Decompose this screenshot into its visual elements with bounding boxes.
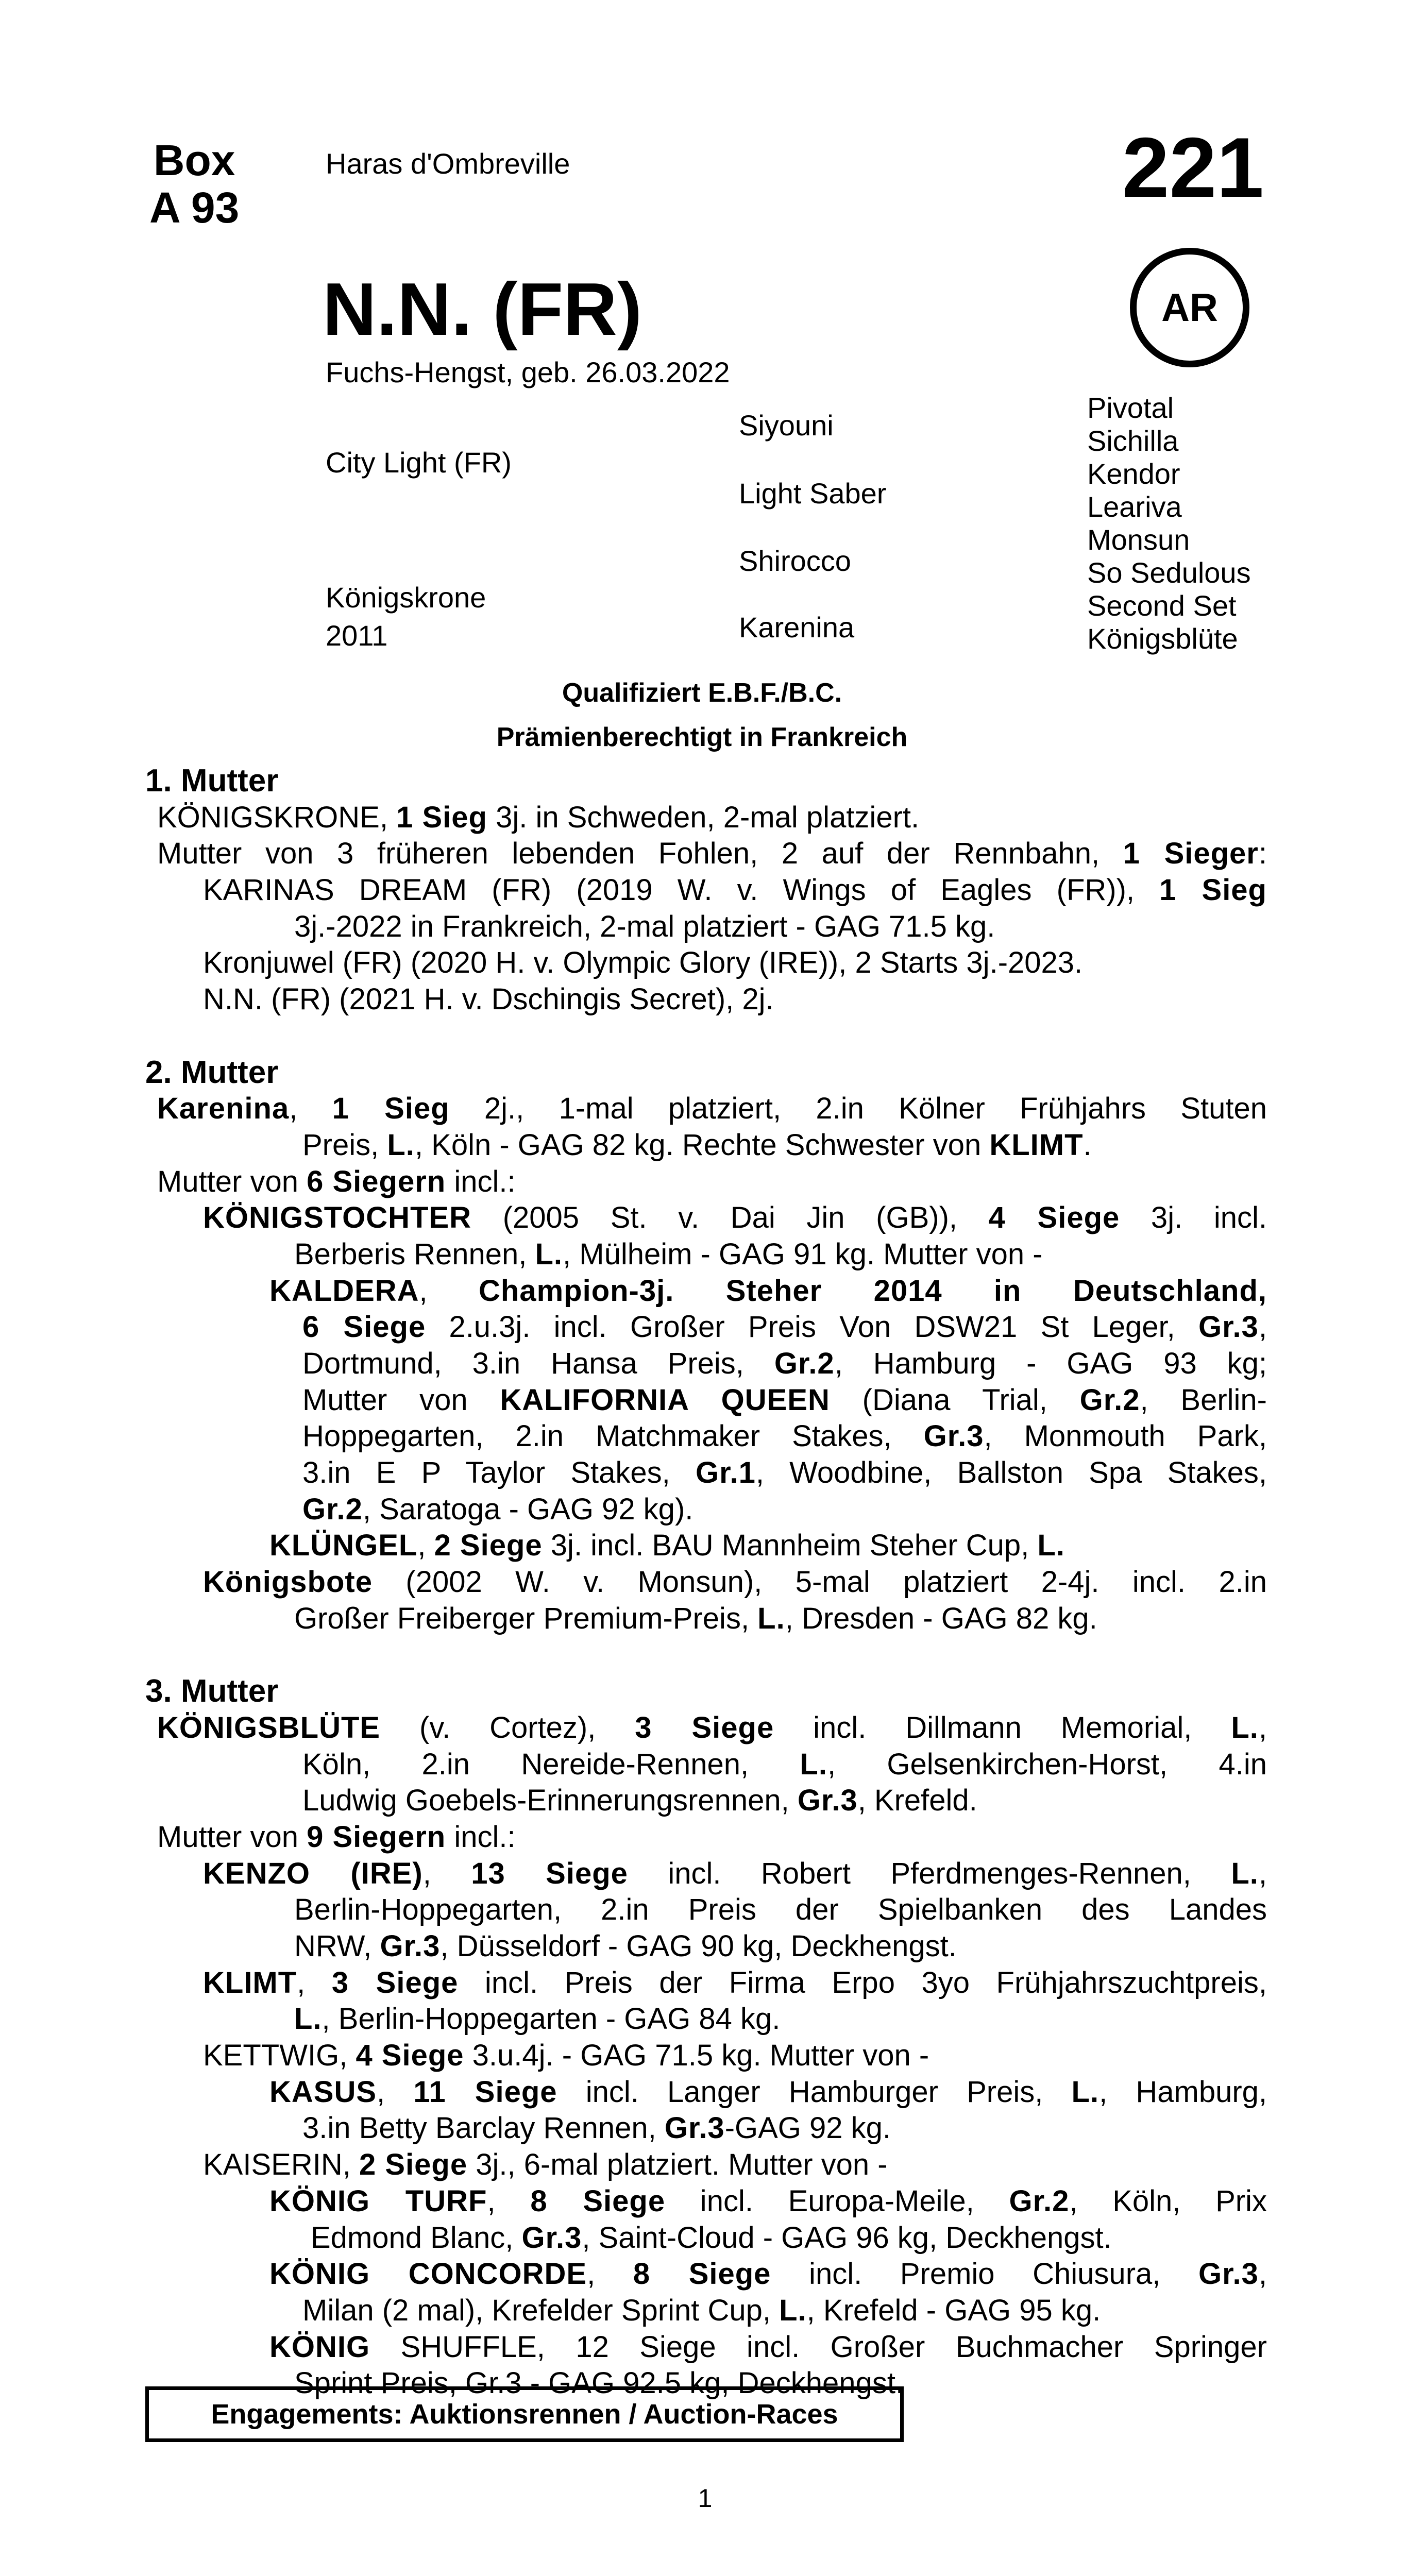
- text: Milan (2 mal), Krefelder Sprint Cup,: [302, 2293, 780, 2327]
- text: incl. Robert Pferdmenges-Rennen,: [628, 1856, 1231, 1890]
- bold-text: Karenina: [157, 1092, 290, 1126]
- text: , Gelsenkirchen-Horst, 4.in: [827, 1747, 1267, 1781]
- bold-text: 2 Siege: [359, 2148, 468, 2182]
- pedigree-line: [0, 1127, 1404, 1164]
- text: (2002 W. v. Monsun), 5-mal platziert 2-4j. incl. 2.in: [372, 1565, 1267, 1599]
- bold-text: Gr.2: [774, 1347, 835, 1380]
- pedigree-line: [0, 945, 1404, 981]
- text: ,: [289, 1092, 332, 1126]
- bold-text: 4 Siege: [988, 1201, 1120, 1235]
- line-text: [269, 2074, 1267, 2111]
- pedigree-grandparent: Karenina: [739, 611, 855, 643]
- pedigree-line: [0, 1601, 1404, 1637]
- line-text: [203, 945, 1267, 981]
- pedigree-line: [0, 2110, 1404, 2147]
- bold-text: Gr.1: [695, 1456, 756, 1490]
- text: 3j.-2022 in Frankreich, 2-mal platziert - GAG 71.5 kg.: [294, 909, 995, 943]
- line-text: [157, 1710, 1267, 1747]
- text: (v. Cortez),: [380, 1710, 635, 1744]
- line-text: [269, 2256, 1267, 2293]
- pedigree-line: [0, 2038, 1404, 2074]
- text: Ludwig Goebels-Erinnerungsrennen,: [302, 1784, 798, 1818]
- bold-text: 3 Siege: [635, 1710, 774, 1744]
- pedigree-line: [0, 872, 1404, 909]
- pedigree-sire: City Light (FR): [326, 446, 512, 479]
- text: KÖNIGSKRONE,: [157, 800, 397, 834]
- line-text: [203, 1965, 1267, 2002]
- line-text: [302, 1127, 1267, 1164]
- text: ,: [1258, 2257, 1267, 2291]
- text: , Krefeld - GAG 95 kg.: [806, 2293, 1101, 2327]
- pedigree-dam: Königskrone: [326, 581, 486, 614]
- pedigree-line: [0, 1492, 1404, 1528]
- pedigree-dam-year: 2011: [326, 619, 388, 652]
- line-text: [157, 1819, 1267, 1856]
- line-text: [302, 2293, 1267, 2329]
- line-text: [294, 1601, 1267, 1637]
- line-text: [294, 1892, 1267, 1928]
- pedigree-line: [0, 1747, 1404, 1783]
- text: , Berlin-Hoppegarten - GAG 84 kg.: [322, 2002, 781, 2036]
- bold-text: Gr.3: [1198, 2257, 1259, 2291]
- pedigree-line: [0, 1928, 1404, 1965]
- line-text: [203, 981, 1267, 1018]
- line-text: [294, 909, 1267, 945]
- text: 3.in Betty Barclay Rennen,: [302, 2111, 665, 2145]
- pedigree-line: [0, 1892, 1404, 1928]
- pedigree-line: [0, 2001, 1404, 2038]
- pedigree-ggp: Monsun: [1087, 523, 1190, 556]
- section-heading: 1. Mutter: [145, 763, 279, 799]
- text: Sprint Preis, Gr.3 - GAG 92.5 kg, Deckhengst.: [294, 2366, 904, 2400]
- bold-text: 8 Siege: [530, 2184, 666, 2218]
- line-text: [203, 2038, 1267, 2074]
- bold-text: 2 Siege: [434, 1529, 543, 1563]
- bold-text: 1 Sieg: [332, 1092, 450, 1126]
- pedigree-line: [0, 836, 1404, 872]
- pedigree-line: [0, 1273, 1404, 1310]
- bold-text: 1 Sieg: [1159, 873, 1267, 907]
- line-text: [203, 1856, 1267, 1892]
- line-text: [203, 872, 1267, 909]
- text: Kronjuwel (FR) (2020 H. v. Olympic Glory (IRE)), 2 Starts 3j.-2023.: [203, 946, 1083, 980]
- text: ,: [1258, 1710, 1267, 1744]
- text: incl.:: [446, 1820, 516, 1854]
- text: , Köln, Prix: [1069, 2184, 1267, 2218]
- text: ,: [417, 1529, 434, 1563]
- pedigree-ggp: Leariva: [1087, 490, 1182, 523]
- line-text: [294, 2001, 1267, 2038]
- bold-text: L.: [1037, 1529, 1065, 1563]
- text: incl. Europa-Meile,: [665, 2184, 1009, 2218]
- text: incl. Premio Chiusura,: [771, 2257, 1198, 2291]
- text: , Krefeld.: [857, 1784, 977, 1818]
- bold-text: L.: [387, 1128, 415, 1162]
- bold-text: L.: [779, 2293, 807, 2327]
- pedigree-line: [0, 2293, 1404, 2329]
- pedigree-line: [0, 2329, 1404, 2366]
- text: , Saint-Cloud - GAG 96 kg, Deckhengst.: [582, 2221, 1112, 2255]
- line-text: [294, 1236, 1267, 1273]
- bold-text: Gr.2: [1009, 2184, 1070, 2218]
- text: , Düsseldorf - GAG 90 kg, Deckhengst.: [440, 1929, 957, 1963]
- text: Preis,: [302, 1128, 387, 1162]
- pedigree-line: [0, 1710, 1404, 1747]
- horse-description: Fuchs-Hengst, geb. 26.03.2022: [326, 356, 730, 388]
- text: , Hamburg,: [1099, 2075, 1267, 2109]
- text: (Diana Trial,: [830, 1383, 1080, 1417]
- line-text: [302, 1455, 1267, 1492]
- bold-text: L.: [800, 1747, 827, 1781]
- text: ,: [587, 2257, 633, 2291]
- text: Mutter von: [302, 1383, 500, 1417]
- line-text: [302, 1382, 1267, 1419]
- line-text: [203, 1564, 1267, 1601]
- line-text: [294, 1928, 1267, 1965]
- text: incl. Langer Hamburger Preis,: [557, 2075, 1072, 2109]
- bold-text: KLIMT: [203, 1965, 297, 1999]
- text: 3.in E P Taylor Stakes,: [302, 1456, 696, 1490]
- engagements-box: [145, 2386, 904, 2442]
- bold-text: KÖNIGSTOCHTER: [203, 1201, 472, 1235]
- pedigree-line: [0, 1164, 1404, 1200]
- text: Dortmund, 3.in Hansa Preis,: [302, 1347, 774, 1380]
- text: ,: [1258, 1310, 1267, 1344]
- line-text: [157, 836, 1267, 872]
- breeder: Haras d'Ombreville: [326, 147, 570, 180]
- bold-text: KLIMT: [989, 1128, 1084, 1162]
- text: 3j. in Schweden, 2-mal platziert.: [487, 800, 920, 834]
- text: Edmond Blanc,: [311, 2221, 522, 2255]
- pedigree-line: [0, 1965, 1404, 2002]
- text: 3.u.4j. - GAG 71.5 kg. Mutter von -: [464, 2039, 929, 2073]
- text: N.N. (FR) (2021 H. v. Dschingis Secret), 2j.: [203, 982, 774, 1016]
- line-text: [302, 1492, 1267, 1528]
- text: ,: [1258, 1856, 1267, 1890]
- line-text: [269, 1273, 1267, 1310]
- bold-text: 8 Siege: [633, 2257, 771, 2291]
- pedigree-line: [0, 1564, 1404, 1601]
- pedigree-line: [0, 1819, 1404, 1856]
- pedigree-grandparent: Siyouni: [739, 409, 834, 442]
- line-text: [302, 1783, 1267, 1819]
- pedigree-line: [0, 1418, 1404, 1455]
- pedigree-line: [0, 2147, 1404, 2183]
- line-text: [302, 1747, 1267, 1783]
- bold-text: 11 Siege: [413, 2075, 557, 2109]
- bold-text: Gr.3: [380, 1929, 441, 1963]
- line-text: [157, 1164, 1267, 1200]
- bold-text: 6 Siege: [302, 1310, 426, 1344]
- pedigree-line: [0, 1528, 1404, 1564]
- line-text: [269, 2329, 1267, 2366]
- line-text: [302, 1418, 1267, 1455]
- bold-text: KALIFORNIA QUEEN: [500, 1383, 830, 1417]
- text: 2.u.3j. incl. Großer Preis Von DSW21 St Leger,: [426, 1310, 1198, 1344]
- text: ,: [487, 2184, 531, 2218]
- premium-eligibility: Prämienberechtigt in Frankreich: [496, 722, 908, 752]
- text: , Hamburg - GAG 93 kg;: [834, 1347, 1267, 1380]
- bold-text: L.: [757, 1601, 785, 1635]
- bold-text: 4 Siege: [356, 2039, 464, 2073]
- text: .: [1083, 1128, 1092, 1162]
- text: KARINAS DREAM (FR) (2019 W. v. Wings of Eagles (FR)),: [203, 873, 1160, 907]
- pedigree-line: [0, 1091, 1404, 1127]
- bold-text: Gr.3: [923, 1419, 984, 1453]
- ar-badge-icon: [1130, 248, 1249, 367]
- bold-text: Königsbote: [203, 1565, 373, 1599]
- badge-text: AR: [1161, 285, 1218, 330]
- text: , Dresden - GAG 82 kg.: [785, 1601, 1097, 1635]
- text: Mutter von: [157, 1164, 307, 1198]
- pedigree-grandparent: Shirocco: [739, 545, 851, 577]
- line-text: [302, 2110, 1267, 2147]
- text: Berberis Rennen,: [294, 1237, 535, 1271]
- pedigree-line: [0, 1346, 1404, 1382]
- pedigree-grandparent: Light Saber: [739, 477, 887, 510]
- text: :: [1258, 837, 1267, 871]
- text: Mutter von 3 früheren lebenden Fohlen, 2 auf der Rennbahn,: [157, 837, 1123, 871]
- page-number: 1: [698, 2484, 713, 2513]
- text: , Köln - GAG 82 kg. Rechte Schwester von: [414, 1128, 990, 1162]
- pedigree-ggp: So Sedulous: [1087, 556, 1251, 589]
- lot-number: 221: [1122, 120, 1264, 215]
- blank-line: [0, 1018, 1404, 1055]
- text: (2005 St. v. Dai Jin (GB)),: [471, 1201, 989, 1235]
- bold-text: 6 Siegern: [307, 1164, 446, 1198]
- bold-text: KÖNIG CONCORDE: [269, 2257, 587, 2291]
- text: incl.:: [446, 1164, 516, 1198]
- pedigree-line: [0, 981, 1404, 1018]
- blank-line: [0, 1637, 1404, 1674]
- bold-text: 9 Siegern: [307, 1820, 446, 1854]
- line-text: [203, 1200, 1267, 1236]
- pedigree-line: [0, 800, 1404, 836]
- line-text: [269, 2183, 1267, 2220]
- bold-text: Champion-3j. Steher 2014 in Deutschland,: [479, 1274, 1267, 1308]
- text: , Mülheim - GAG 91 kg. Mutter von -: [563, 1237, 1043, 1271]
- bold-text: KÖNIG TURF: [269, 2184, 487, 2218]
- line-text: [302, 1346, 1267, 1382]
- bold-text: 1 Sieg: [396, 800, 487, 834]
- pedigree-line: [0, 909, 1404, 945]
- section-heading: 2. Mutter: [145, 1054, 279, 1090]
- text: ,: [422, 1856, 471, 1890]
- pedigree-line: [0, 2183, 1404, 2220]
- text: 2j., 1-mal platziert, 2.in Kölner Frühjahrs Stuten: [449, 1092, 1267, 1126]
- pedigree-line: [0, 1382, 1404, 1419]
- bold-text: 1 Sieger: [1123, 837, 1259, 871]
- pedigree-line: [0, 1856, 1404, 1892]
- pedigree-ggp: Second Set: [1087, 589, 1237, 622]
- bold-text: L.: [294, 2002, 322, 2036]
- bold-text: L.: [1231, 1856, 1259, 1890]
- box-label: [149, 137, 239, 231]
- horse-name: N.N. (FR): [323, 267, 642, 351]
- text: KAISERIN,: [203, 2148, 359, 2182]
- bold-text: L.: [1231, 1710, 1259, 1744]
- pedigree-line: [0, 2256, 1404, 2293]
- bold-text: L.: [1071, 2075, 1099, 2109]
- text: 3j. incl. BAU Mannheim Steher Cup,: [542, 1529, 1038, 1563]
- text: Großer Freiberger Premium-Preis,: [294, 1601, 758, 1635]
- text: 3j., 6-mal platziert. Mutter von -: [467, 2148, 888, 2182]
- text: ,: [377, 2075, 414, 2109]
- bold-text: 13 Siege: [471, 1856, 628, 1890]
- dam-line-body: [0, 763, 1404, 2402]
- bold-text: Gr.2: [302, 1492, 363, 1526]
- bold-text: 3 Siege: [331, 1965, 459, 1999]
- bold-text: KALDERA: [269, 1274, 419, 1308]
- text: ,: [419, 1274, 479, 1308]
- bold-text: KLÜNGEL: [269, 1529, 418, 1563]
- pedigree-line: [0, 1309, 1404, 1346]
- text: -GAG 92 kg.: [724, 2111, 891, 2145]
- text: incl. Preis der Firma Erpo 3yo Frühjahrszuchtpreis,: [458, 1965, 1267, 1999]
- bold-text: KÖNIGSBLÜTE: [157, 1710, 381, 1744]
- pedigree-line: [0, 2220, 1404, 2257]
- text: , Berlin-: [1140, 1383, 1267, 1417]
- box-label-text: Box: [153, 136, 235, 184]
- line-text: [203, 2147, 1267, 2183]
- line-text: [302, 1309, 1267, 1346]
- pedigree-ggp: Sichilla: [1087, 425, 1179, 457]
- line-text: [157, 800, 1267, 836]
- text: ,: [297, 1965, 332, 1999]
- bold-text: L.: [535, 1237, 563, 1271]
- text: , Woodbine, Ballston Spa Stakes,: [755, 1456, 1267, 1490]
- line-text: [311, 2220, 1267, 2257]
- pedigree-line: [0, 1236, 1404, 1273]
- engagements-text: Engagements: Auktionsrennen / Auction-Races: [211, 2399, 838, 2430]
- text: KETTWIG,: [203, 2039, 356, 2073]
- pedigree-line: [0, 1455, 1404, 1492]
- line-text: [269, 1528, 1267, 1564]
- bold-text: Gr.3: [797, 1784, 858, 1818]
- text: Berlin-Hoppegarten, 2.in Preis der Spielbanken des Landes: [294, 1893, 1267, 1927]
- text: SHUFFLE, 12 Siege incl. Großer Buchmacher Springer: [370, 2330, 1267, 2364]
- bold-text: Gr.3: [521, 2221, 582, 2255]
- text: Köln, 2.in Nereide-Rennen,: [302, 1747, 800, 1781]
- text: incl. Dillmann Memorial,: [774, 1710, 1231, 1744]
- pedigree-great-grandparents: [1087, 392, 1251, 655]
- bold-text: KÖNIG: [269, 2330, 370, 2364]
- line-text: [157, 1091, 1267, 1127]
- qualification: Qualifiziert E.B.F./B.C.: [562, 678, 842, 708]
- pedigree-line: [0, 1200, 1404, 1236]
- bold-text: Gr.2: [1079, 1383, 1140, 1417]
- box-number: A 93: [149, 183, 240, 232]
- text: , Saratoga - GAG 92 kg).: [362, 1492, 693, 1526]
- pedigree-ggp: Königsblüte: [1087, 622, 1238, 655]
- section-heading: 3. Mutter: [145, 1673, 279, 1709]
- bold-text: KASUS: [269, 2075, 377, 2109]
- bold-text: KENZO (IRE): [203, 1856, 423, 1890]
- text: Hoppegarten, 2.in Matchmaker Stakes,: [302, 1419, 924, 1453]
- pedigree-line: [0, 1783, 1404, 1819]
- text: 3j. incl.: [1120, 1201, 1267, 1235]
- pedigree-ggp: Kendor: [1087, 457, 1180, 490]
- bold-text: Gr.3: [664, 2111, 725, 2145]
- text: NRW,: [294, 1929, 380, 1963]
- pedigree-ggp: Pivotal: [1087, 392, 1174, 424]
- bold-text: Gr.3: [1198, 1310, 1259, 1344]
- text: , Monmouth Park,: [984, 1419, 1267, 1453]
- pedigree-line: [0, 2074, 1404, 2111]
- text: Mutter von: [157, 1820, 307, 1854]
